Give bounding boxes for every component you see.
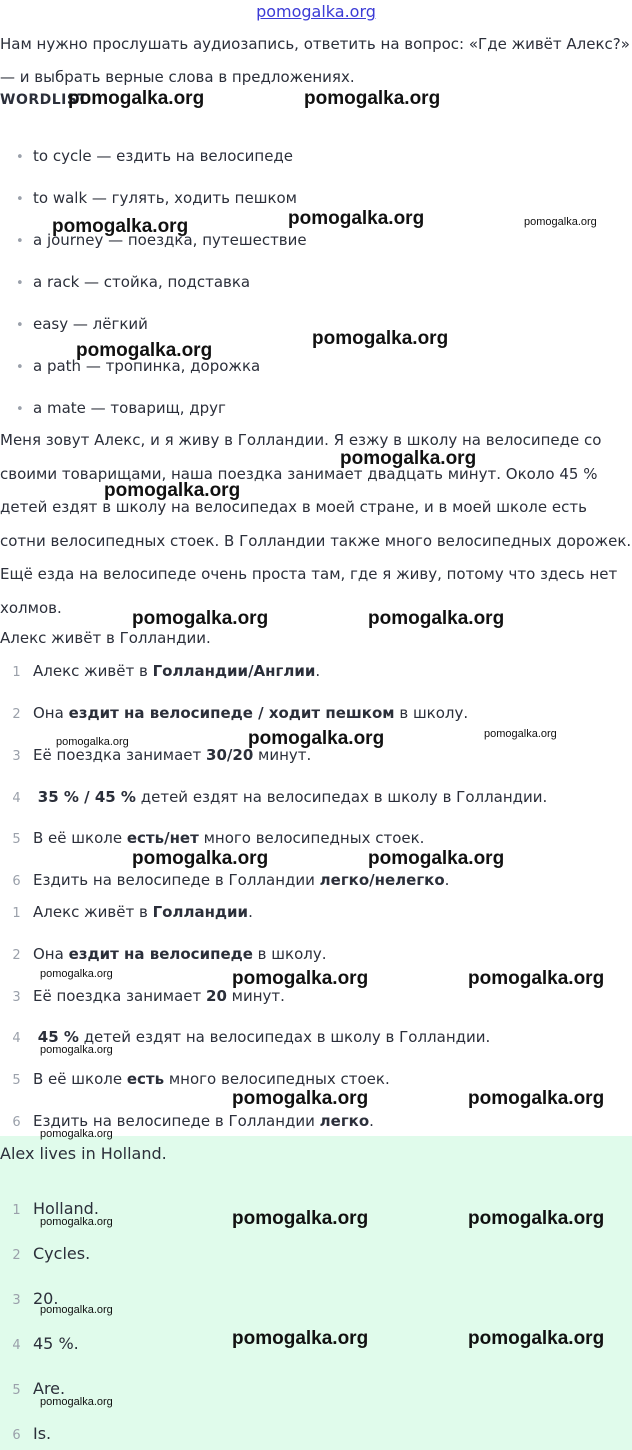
item-number: 4 xyxy=(12,1031,21,1046)
watermark: pomogalka.org xyxy=(40,1216,113,1228)
item-text: В её школе xyxy=(33,829,127,847)
watermark: pomogalka.org xyxy=(312,328,449,349)
item-text: много велосипедных стоек. xyxy=(164,1070,390,1088)
item-number: 2 xyxy=(12,1248,21,1263)
bullet-icon: • xyxy=(16,276,24,291)
watermark: pomogalka.org xyxy=(232,1208,369,1229)
watermark: pomogalka.org xyxy=(40,1128,113,1140)
watermark: pomogalka.org xyxy=(524,216,597,228)
item-text: Are. xyxy=(33,1379,66,1398)
item-number: 1 xyxy=(12,665,21,680)
list-item xyxy=(16,273,250,291)
bullet-icon: • xyxy=(16,402,24,417)
bullet-icon: • xyxy=(16,192,24,207)
item-number: 6 xyxy=(12,1115,21,1130)
item-choice: ездит на велосипеде xyxy=(68,945,253,963)
watermark: pomogalka.org xyxy=(468,968,605,989)
watermark: pomogalka.org xyxy=(248,728,385,749)
watermark: pomogalka.org xyxy=(368,848,505,869)
list-item-text: a journey — поездка, путешествие xyxy=(33,231,307,249)
list-item xyxy=(16,399,226,417)
watermark: pomogalka.org xyxy=(40,1044,113,1056)
watermark: pomogalka.org xyxy=(40,1304,113,1316)
bullet-icon: • xyxy=(16,150,24,165)
item-number: 4 xyxy=(12,791,21,806)
list-item-text: easy — лёгкий xyxy=(33,315,148,333)
english-item xyxy=(0,1244,90,1263)
item-text: Её поездка занимает xyxy=(33,746,207,764)
item-choice: Голландии xyxy=(152,903,249,921)
item-text: 20. xyxy=(33,1289,59,1308)
watermark: pomogalka.org xyxy=(468,1208,605,1229)
item-text: Is. xyxy=(33,1424,52,1443)
item-choice: 30/20 xyxy=(206,746,254,764)
item-number: 3 xyxy=(12,990,21,1005)
wordlist-heading: WORDLIST xyxy=(0,92,88,108)
item-choice: 45 % xyxy=(37,1028,79,1046)
list-item-text: to walk — гулять, ходить пешком xyxy=(33,189,297,207)
watermark: pomogalka.org xyxy=(340,448,477,469)
item-number: 5 xyxy=(12,1383,21,1398)
item-text: Алекс живёт в xyxy=(33,903,153,921)
item-number: 2 xyxy=(12,948,21,963)
list-item xyxy=(16,147,293,165)
watermark: pomogalka.org xyxy=(468,1328,605,1349)
watermark: pomogalka.org xyxy=(368,608,505,629)
list-item-text: a mate — товарищ, друг xyxy=(33,399,226,417)
item-text: много велосипедных стоек. xyxy=(198,829,425,847)
answer-item xyxy=(0,945,326,963)
answer-item xyxy=(0,1070,390,1088)
watermark: pomogalka.org xyxy=(468,1088,605,1109)
item-text: Cycles. xyxy=(33,1244,91,1263)
english-answer-title: Alex lives in Holland. xyxy=(0,1144,167,1163)
task-item xyxy=(0,829,424,847)
item-text: В её школе xyxy=(33,1070,127,1088)
item-text: Ездить на велосипеде в Голландии xyxy=(33,1112,320,1130)
watermark: pomogalka.org xyxy=(52,216,189,237)
item-number: 6 xyxy=(12,874,21,889)
watermark: pomogalka.org xyxy=(68,88,205,109)
watermark: pomogalka.org xyxy=(232,1328,369,1349)
item-number: 4 xyxy=(12,1338,21,1353)
item-text: минут. xyxy=(253,746,312,764)
item-number: 3 xyxy=(12,749,21,764)
watermark: pomogalka.org xyxy=(232,968,369,989)
task-item xyxy=(0,662,320,680)
answer-item xyxy=(0,903,253,921)
item-text: Holland. xyxy=(33,1199,99,1218)
item-choice: легко xyxy=(319,1112,370,1130)
item-text: детей ездят на велосипедах в школу в Голландии. xyxy=(78,1028,491,1046)
intro-text: Нам нужно прослушать аудиозапись, ответить на вопрос: «Где живёт Алекс?» — и выбрать верные слова в предложениях. xyxy=(0,35,630,86)
bullet-icon: • xyxy=(16,234,24,249)
item-number: 5 xyxy=(12,1073,21,1088)
english-item xyxy=(0,1424,51,1443)
item-number: 2 xyxy=(12,707,21,722)
item-text: . xyxy=(444,871,450,889)
item-choice: 35 % / 45 % xyxy=(37,788,136,806)
watermark: pomogalka.org xyxy=(288,208,425,229)
item-text: Ездить на велосипеде в Голландии xyxy=(33,871,320,889)
english-item xyxy=(0,1334,79,1353)
watermark: pomogalka.org xyxy=(76,340,213,361)
item-choice: 20 xyxy=(206,987,227,1005)
item-number: 1 xyxy=(12,1203,21,1218)
item-text: Она xyxy=(33,945,69,963)
item-text: . xyxy=(369,1112,374,1130)
list-item xyxy=(16,189,297,207)
watermark: pomogalka.org xyxy=(104,480,241,501)
watermark: pomogalka.org xyxy=(40,1396,113,1408)
item-text: минут. xyxy=(226,987,285,1005)
bullet-icon: • xyxy=(16,318,24,333)
watermark: pomogalka.org xyxy=(304,88,441,109)
item-text: Её поездка занимает xyxy=(33,987,207,1005)
item-text: Она xyxy=(33,704,69,722)
answer-question: Алекс живёт в Голландии. xyxy=(0,629,211,647)
item-number: 5 xyxy=(12,832,21,847)
list-item-text: to cycle — ездить на велосипеде xyxy=(33,147,294,165)
item-number: 6 xyxy=(12,1428,21,1443)
item-text: детей ездят на велосипедах в школу в Голландии. xyxy=(135,788,548,806)
list-item-text: a path — тропинка, дорожка xyxy=(33,357,261,375)
list-item-text: a rack — стойка, подставка xyxy=(33,273,251,291)
task-item xyxy=(0,788,547,806)
watermark: pomogalka.org xyxy=(40,968,113,980)
task-item xyxy=(0,871,449,889)
watermark: pomogalka.org xyxy=(232,1088,369,1109)
item-text: 45 %. xyxy=(33,1334,79,1353)
item-choice: есть/нет xyxy=(126,829,199,847)
item-number: 3 xyxy=(12,1293,21,1308)
item-number: 1 xyxy=(12,906,21,921)
transcript-paragraph: Меня зовут Алекс, и я живу в Голландии. Я езжу в школу на велосипеде со своими товарищами, наша поездка занимает двадцать минут. Около 45 % детей ездят в школу на велосипедах в моей стране, и в моей школе есть сотни велосипедных стоек. В Голландии также много велосипедных дорожек. Ещё езда на велосипеде очень проста там, где я живу, потому что здесь нет холмов. xyxy=(0,431,632,617)
item-choice: ездит на велосипеде / ходит пешком xyxy=(68,704,395,722)
site-link[interactable]: pomogalka.org xyxy=(256,2,376,21)
watermark: pomogalka.org xyxy=(132,608,269,629)
watermark: pomogalka.org xyxy=(484,728,557,740)
bullet-icon: • xyxy=(16,360,24,375)
watermark: pomogalka.org xyxy=(132,848,269,869)
task-item xyxy=(0,704,468,722)
item-choice: есть xyxy=(126,1070,165,1088)
item-choice: Голландии/Англии xyxy=(152,662,316,680)
item-text: Алекс живёт в xyxy=(33,662,153,680)
list-item xyxy=(16,315,148,333)
item-text: в школу. xyxy=(252,945,327,963)
watermark: pomogalka.org xyxy=(56,736,129,748)
item-choice: легко/нелегко xyxy=(319,871,445,889)
item-text: . xyxy=(248,903,253,921)
item-text: . xyxy=(315,662,321,680)
item-text: в школу. xyxy=(394,704,469,722)
